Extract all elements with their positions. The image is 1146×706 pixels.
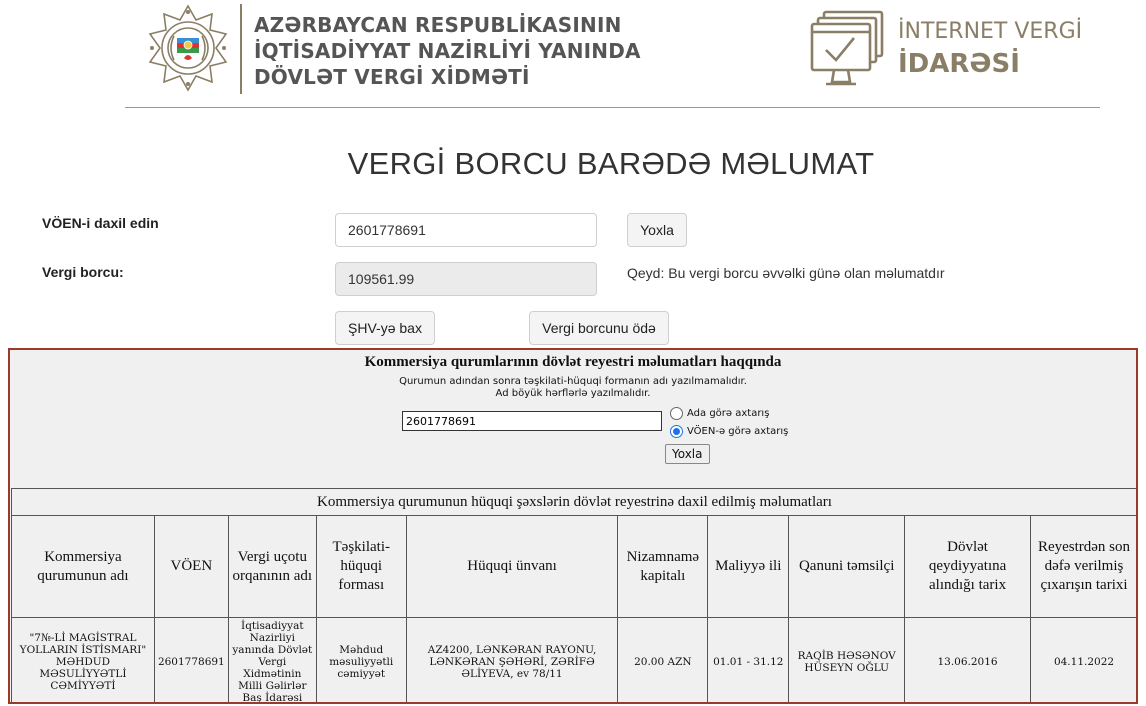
debt-label: Vergi borcu: [42,264,124,280]
cell-tax-authority: İqtisadiyyat Nazirliyi yanında Dövlət Vergi Xidmətinin Milli Gəlirlər Baş İdarəsi [228,618,316,705]
voen-label: VÖEN-i daxil edin [42,215,159,231]
radio-search-by-voen[interactable] [670,425,788,438]
debt-amount-field [335,262,597,296]
cell-voen: 2601778691 [154,618,228,705]
state-emblem-icon [144,4,232,92]
column-header: Nizamnamə kapitalı [618,516,708,618]
check-debt-button[interactable]: Yoxla [627,213,687,247]
service-title-line-2: İDARƏSİ [898,49,1020,79]
registry-table [11,488,1138,704]
column-header: Təşkilati-hüquqi forması [316,516,406,618]
column-header: Kommersiya qurumunun adı [12,516,155,618]
radio-name-label: Ada görə axtarış [687,408,770,419]
registry-note-2: Ad böyük hərflərlə yazılmalıdır. [495,388,651,399]
table-caption: Kommersiya qurumunun hüquqi şəxslərin dövlət reyestrinə daxil edilmiş məlumatları [12,489,1138,516]
registry-check-button[interactable]: Yoxla [665,444,710,464]
org-name-line-1: AZƏRBAYCAN RESPUBLİKASININ [254,13,622,37]
voen-input[interactable] [335,213,597,247]
column-header: Qanuni təmsilçi [789,516,905,618]
cell-legal-representative: RAQİB HƏSƏNOV HÜSEYN OĞLU [789,618,905,705]
column-header: Dövlət qeydiyyatına alındığı tarix [905,516,1031,618]
cell-legal-address: AZ4200, LƏNKƏRAN RAYONU, LƏNKƏRAN ŞƏHƏRİ, ZƏRİFƏ ƏLİYEVA, ev 78/11 [406,618,618,705]
registry-search-input[interactable] [402,411,662,431]
radio-voen-circle[interactable] [670,425,683,438]
registry-note-1: Qurumun adından sonra təşkilati-hüquqi formanın adı yazılmamalıdır. [399,376,747,387]
registry-title: Kommersiya qurumlarının dövlət reyestri məlumatları haqqında [364,354,782,370]
cell-charter-capital: 20.00 AZN [618,618,708,705]
site-header [0,0,1146,110]
cell-legal-form: Məhdud məsuliyyətli cəmiyyət [316,618,406,705]
pay-debt-button[interactable]: Vergi borcunu ödə [529,311,669,345]
radio-voen-label: VÖEN-ə görə axtarış [687,426,789,437]
table-row [12,618,1138,705]
radio-name-circle[interactable] [670,407,683,420]
service-title-line-1: İNTERNET VERGİ [898,19,1083,44]
registry-frame [8,348,1138,704]
cell-company-name: "7№-Lİ MAGİSTRAL YOLLARIN İSTİSMARI" MƏHDUD MƏSULİYYƏTLİ CƏMİYYƏTİ [12,618,155,705]
column-header: Vergi uçotu orqanının adı [228,516,316,618]
page-title: VERGİ BORCU BARƏDƏ MƏLUMAT [347,146,875,181]
header-underline [125,107,1100,108]
monitor-check-icon [808,8,886,90]
cell-registration-date: 13.06.2016 [905,618,1031,705]
service-title [898,16,1082,80]
cell-fiscal-year: 01.01 - 31.12 [708,618,789,705]
header-divider [240,4,242,94]
org-name-line-2: İQTİSADİYYAT NAZİRLİYİ YANINDA [254,39,641,63]
cell-last-extract-date: 04.11.2022 [1031,618,1138,705]
org-name-line-3: DÖVLƏT VERGİ XİDMƏTİ [254,65,530,89]
debt-note: Qeyd: Bu vergi borcu əvvəlki günə olan məlumatdır [627,265,945,281]
column-header: VÖEN [154,516,228,618]
organization-name [254,12,641,90]
column-header: Reyestrdən son dəfə verilmiş çıxarışın tarixi [1031,516,1138,618]
shv-button[interactable]: ŞHV-yə bax [335,311,435,345]
table-header-row [12,516,1138,618]
column-header: Hüquqi ünvanı [406,516,618,618]
column-header: Maliyyə ili [708,516,789,618]
radio-search-by-name[interactable] [670,407,769,420]
